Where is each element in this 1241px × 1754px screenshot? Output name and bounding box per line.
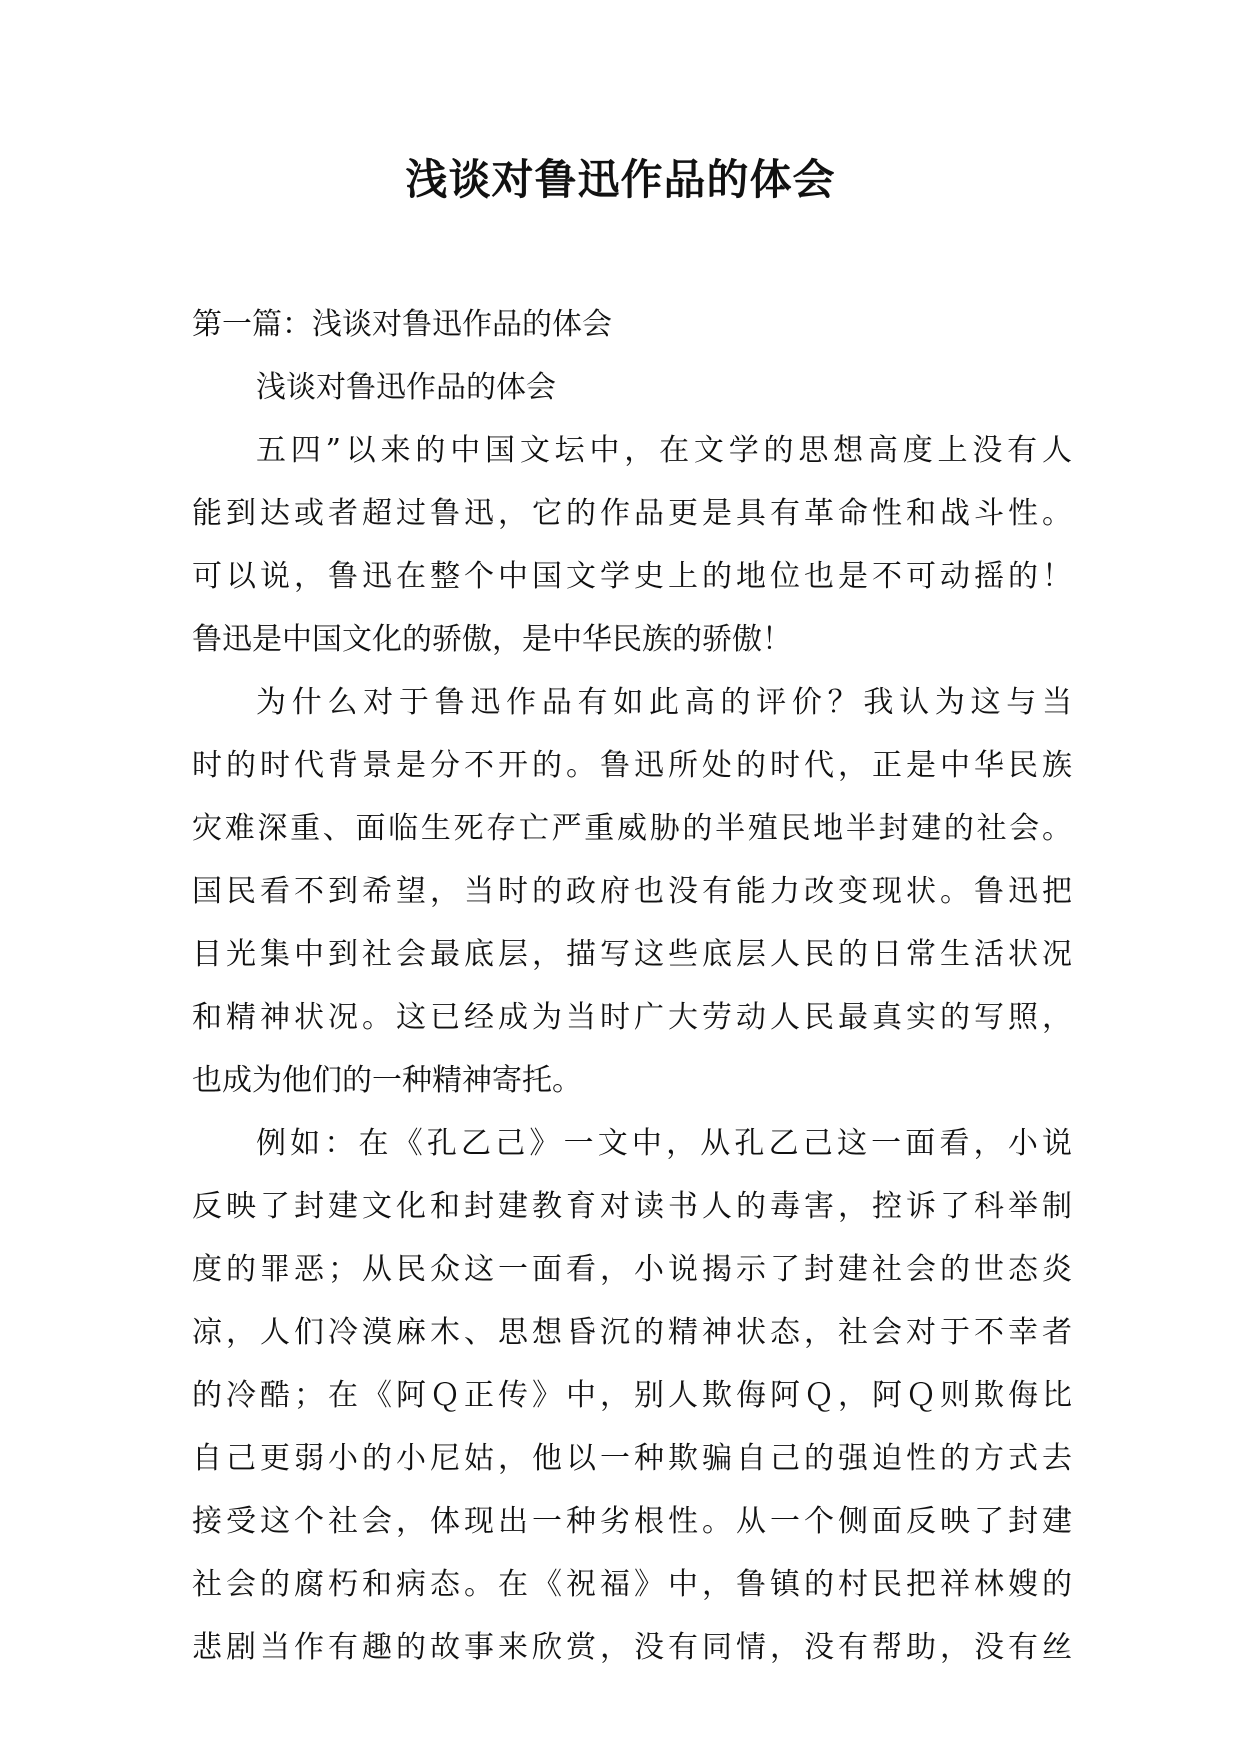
paragraph-line: 鲁迅是中国文化的骄傲，是中华民族的骄傲！ (192, 622, 792, 657)
section-heading: 第一篇：浅谈对鲁迅作品的体会 (192, 307, 612, 342)
paragraph-line: 和精神状况。这已经成为当时广大劳动人民最真实的写照， (192, 1000, 1072, 1035)
document-title: 浅谈对鲁迅作品的体会 (405, 155, 836, 204)
paragraph-line: 例如：在《孔乙己》一文中，从孔乙己这一面看，小说 (256, 1126, 1072, 1161)
paragraph-line: 可以说，鲁迅在整个中国文学史上的地位也是不可动摇的！ (192, 559, 1072, 594)
paragraph-line: 目光集中到社会最底层，描写这些底层人民的日常生活状况 (192, 937, 1072, 972)
paragraph-line: 能到达或者超过鲁迅，它的作品更是具有革命性和战斗性。 (192, 496, 1072, 531)
subtitle-line: 浅谈对鲁迅作品的体会 (256, 370, 556, 405)
paragraph-line: 自己更弱小的小尼姑，他以一种欺骗自己的强迫性的方式去 (192, 1441, 1072, 1476)
paragraph-line: 悲剧当作有趣的故事来欣赏，没有同情，没有帮助，没有丝 (192, 1630, 1072, 1665)
paragraph-line: 灾难深重、面临生死存亡严重威胁的半殖民地半封建的社会。 (192, 811, 1072, 846)
paragraph-line: 的冷酷；在《阿Ｑ正传》中，别人欺侮阿Ｑ，阿Ｑ则欺侮比 (192, 1378, 1072, 1413)
paragraph-line: 反映了封建文化和封建教育对读书人的毒害，控诉了科举制 (192, 1189, 1072, 1224)
paragraph-line: 时的时代背景是分不开的。鲁迅所处的时代，正是中华民族 (192, 748, 1072, 783)
paragraph-line: 国民看不到希望，当时的政府也没有能力改变现状。鲁迅把 (192, 874, 1072, 909)
paragraph-line: 为什么对于鲁迅作品有如此高的评价？我认为这与当 (256, 685, 1072, 720)
paragraph-line: 也成为他们的一种精神寄托。 (192, 1063, 582, 1098)
paragraph-line: 接受这个社会，体现出一种劣根性。从一个侧面反映了封建 (192, 1504, 1072, 1539)
paragraph-line: 度的罪恶；从民众这一面看，小说揭示了封建社会的世态炎 (192, 1252, 1072, 1287)
paragraph-line: 凉，人们冷漠麻木、思想昏沉的精神状态，社会对于不幸者 (192, 1315, 1072, 1350)
document-body (192, 293, 1072, 1679)
paragraph-line: 五四”以来的中国文坛中，在文学的思想高度上没有人 (256, 433, 1072, 468)
paragraph-line: 社会的腐朽和病态。在《祝福》中，鲁镇的村民把祥林嫂的 (192, 1567, 1072, 1602)
